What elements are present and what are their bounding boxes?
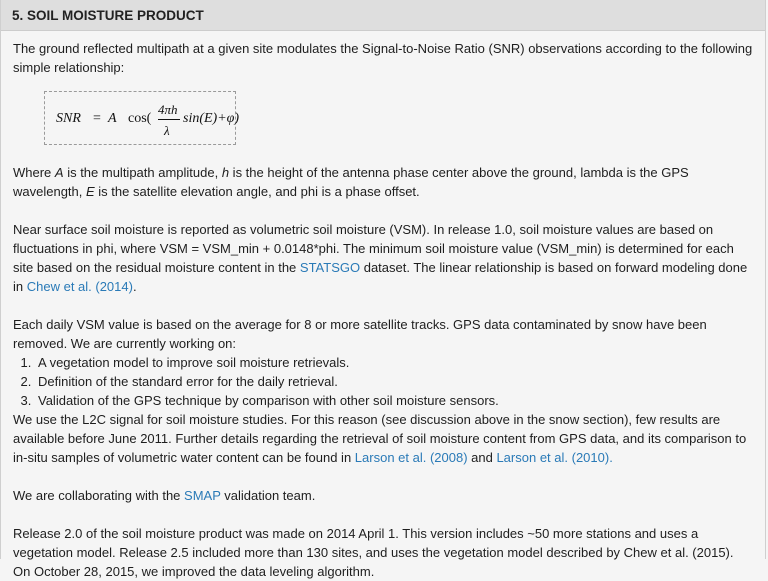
formula-denominator: λ	[164, 123, 170, 138]
statsgo-link[interactable]: STATSGO	[299, 260, 361, 275]
l2c-paragraph: We use the L2C signal for soil moisture studies. For this reason (see discussion above in the snow section), few results are available before June 2011. Further details regarding the retrieval of soil moisture content from GPS data, and its comparison to in-situ samples of volumetric water content can be found in Larson et al. (2008) and Larson et al. (2010).	[13, 412, 747, 465]
formula-equals: =	[93, 111, 101, 126]
daily-vsm-paragraph: Each daily VSM value is based on the average for 8 or more satellite tracks. GPS data contaminated by snow have been removed. We are currently working on:	[13, 317, 707, 351]
smap-paragraph: We are collaborating with the SMAP validation team.	[13, 488, 316, 503]
definitions-paragraph: Where A is the multipath amplitude, h is the height of the antenna phase center above the ground, lambda is the GPS wavelength, E is the satellite elevation angle, and phi is a phase offset.	[13, 165, 689, 199]
formula-cos: cos(	[128, 111, 152, 126]
larson-2010-link[interactable]: Larson et al. (2010).	[496, 450, 613, 465]
section-title: 5. SOIL MOISTURE PRODUCT	[1, 0, 765, 31]
chew-2014-link[interactable]: Chew et al. (2014)	[26, 279, 133, 294]
work-items-list	[13, 353, 753, 410]
vsm-paragraph: Near surface soil moisture is reported as volumetric soil moisture (VSM). In release 1.0, soil moisture values are based on fluctuations in phi, where VSM = VSM_min + 0.0148*phi. The minimum soil moisture value (VSM_min) is determined for each site based on the residual moisture content in the STATSGO dataset. The linear relationship is based on forward modeling done in Chew et al. (2014).	[13, 222, 748, 294]
smap-link[interactable]: SMAP	[184, 488, 221, 503]
snr-formula	[44, 91, 240, 145]
formula-numerator: 4πh	[158, 102, 178, 117]
list-item: 3. Validation of the GPS technique by comparison with other soil moisture sensors.	[35, 391, 753, 410]
list-item: 2. Definition of the standard error for the daily retrieval.	[35, 372, 753, 391]
larson-2008-link[interactable]: Larson et al. (2008)	[354, 450, 468, 465]
release-paragraph: Release 2.0 of the soil moisture product was made on 2014 April 1. This version includes ~50 more stations and uses a vegetation model. Release 2.5 included more than 130 sites, and uses the vegetation model described by Chew et al. (2015). On October 28, 2015, we improved the data leveling algorithm.	[13, 526, 734, 579]
section-body	[1, 31, 765, 581]
formula-amplitude: A	[108, 111, 117, 126]
intro-paragraph: The ground reflected multipath at a given site modulates the Signal-to-Noise Ratio (SNR) observations according to the following simple relationship:	[13, 41, 753, 75]
list-item: 1. A vegetation model to improve soil moisture retrievals.	[35, 353, 753, 372]
formula-lhs: SNR	[56, 111, 81, 126]
formula-fraction-bar	[158, 119, 180, 120]
formula-sine-term: sin(E)+φ)	[183, 111, 240, 126]
